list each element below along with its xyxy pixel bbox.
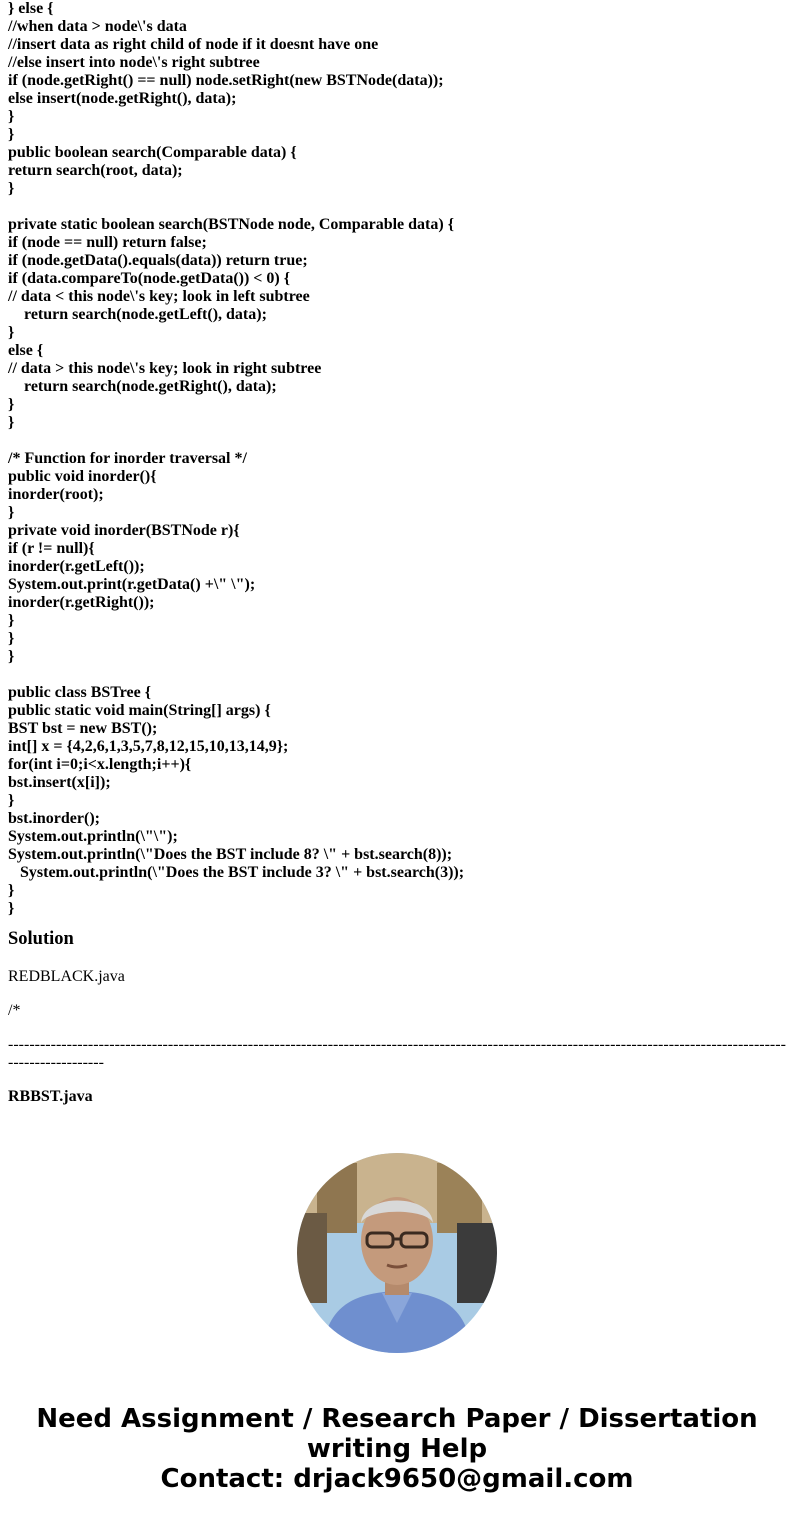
code-line: // data < this node\'s key; look in left subtree xyxy=(8,288,310,305)
code-line: for(int i=0;i<x.length;i++){ xyxy=(8,756,192,773)
promo-contact: Contact: drjack9650@gmail.com xyxy=(160,1464,634,1494)
code-line: } xyxy=(8,108,15,125)
code-line: public class BSTree { xyxy=(8,684,152,701)
code-line: if (node == null) return false; xyxy=(8,234,207,251)
separator-dashes: -------------------------------------------------------------------------------------------------------------------------------------------------------------------- xyxy=(8,1036,786,1071)
code-line: int[] x = {4,2,6,1,3,5,7,8,12,15,10,13,14,9}; xyxy=(8,738,289,755)
code-line: System.out.println(\"Does the BST include 3? \" + bst.search(3)); xyxy=(8,864,465,881)
code-line: } xyxy=(8,126,15,143)
author-portrait-image xyxy=(297,1153,497,1353)
solution-comment-open: /* xyxy=(8,1002,21,1019)
code-line: BST bst = new BST(); xyxy=(8,720,158,737)
code-line: } xyxy=(8,414,15,431)
code-line: } xyxy=(8,792,15,809)
code-line: return search(node.getLeft(), data); xyxy=(8,306,267,323)
code-line: public static void main(String[] args) { xyxy=(8,702,271,719)
code-line: /* Function for inorder traversal */ xyxy=(8,450,247,467)
code-line: System.out.println(\"\"); xyxy=(8,828,178,845)
code-line: } xyxy=(8,630,15,647)
code-line: inorder(r.getRight()); xyxy=(8,594,155,611)
code-line: } xyxy=(8,648,15,665)
code-line: //insert data as right child of node if it doesnt have one xyxy=(8,36,379,53)
code-line: } xyxy=(8,900,15,917)
promo-banner xyxy=(0,1404,794,1494)
code-line: } xyxy=(8,180,15,197)
code-line: if (node.getRight() == null) node.setRight(new BSTNode(data)); xyxy=(8,72,444,89)
code-line: bst.inorder(); xyxy=(8,810,100,827)
code-line: private static boolean search(BSTNode node, Comparable data) { xyxy=(8,216,454,233)
code-line: System.out.print(r.getData() +\" \"); xyxy=(8,576,256,593)
code-line: System.out.println(\"Does the BST include 8? \" + bst.search(8)); xyxy=(8,846,453,863)
code-line: if (data.compareTo(node.getData()) < 0) { xyxy=(8,270,291,287)
code-line: } xyxy=(8,504,15,521)
code-line: //else insert into node\'s right subtree xyxy=(8,54,260,71)
code-line: } xyxy=(8,324,15,341)
code-line: public boolean search(Comparable data) { xyxy=(8,144,297,161)
code-line: } xyxy=(8,882,15,899)
code-line: public void inorder(){ xyxy=(8,468,157,485)
code-line: if (node.getData().equals(data)) return true; xyxy=(8,252,308,269)
code-line: } xyxy=(8,612,15,629)
code-line: return search(root, data); xyxy=(8,162,183,179)
code-line xyxy=(8,198,788,216)
code-line: else insert(node.getRight(), data); xyxy=(8,90,237,107)
solution-filename-rbbst: RBBST.java xyxy=(8,1088,93,1105)
code-line: else { xyxy=(8,342,44,359)
promo-line-2: writing Help xyxy=(306,1434,488,1464)
code-line: bst.insert(x[i]); xyxy=(8,774,111,791)
code-line: inorder(root); xyxy=(8,486,104,503)
code-line: inorder(r.getLeft()); xyxy=(8,558,145,575)
code-line xyxy=(8,666,788,684)
code-line: // data > this node\'s key; look in right subtree xyxy=(8,360,322,377)
code-line: return search(node.getRight(), data); xyxy=(8,378,277,395)
author-avatar xyxy=(297,1153,497,1353)
code-line: } else { xyxy=(8,0,54,17)
solution-filename-redblack: REDBLACK.java xyxy=(8,968,125,985)
solution-heading: Solution xyxy=(8,929,74,949)
code-line: } xyxy=(8,396,15,413)
code-line: //when data > node\'s data xyxy=(8,18,187,35)
code-line: private void inorder(BSTNode r){ xyxy=(8,522,240,539)
code-listing xyxy=(8,0,788,918)
promo-line-1: Need Assignment / Research Paper / Dissertation xyxy=(36,1404,758,1434)
code-line: if (r != null){ xyxy=(8,540,95,557)
code-line xyxy=(8,432,788,450)
